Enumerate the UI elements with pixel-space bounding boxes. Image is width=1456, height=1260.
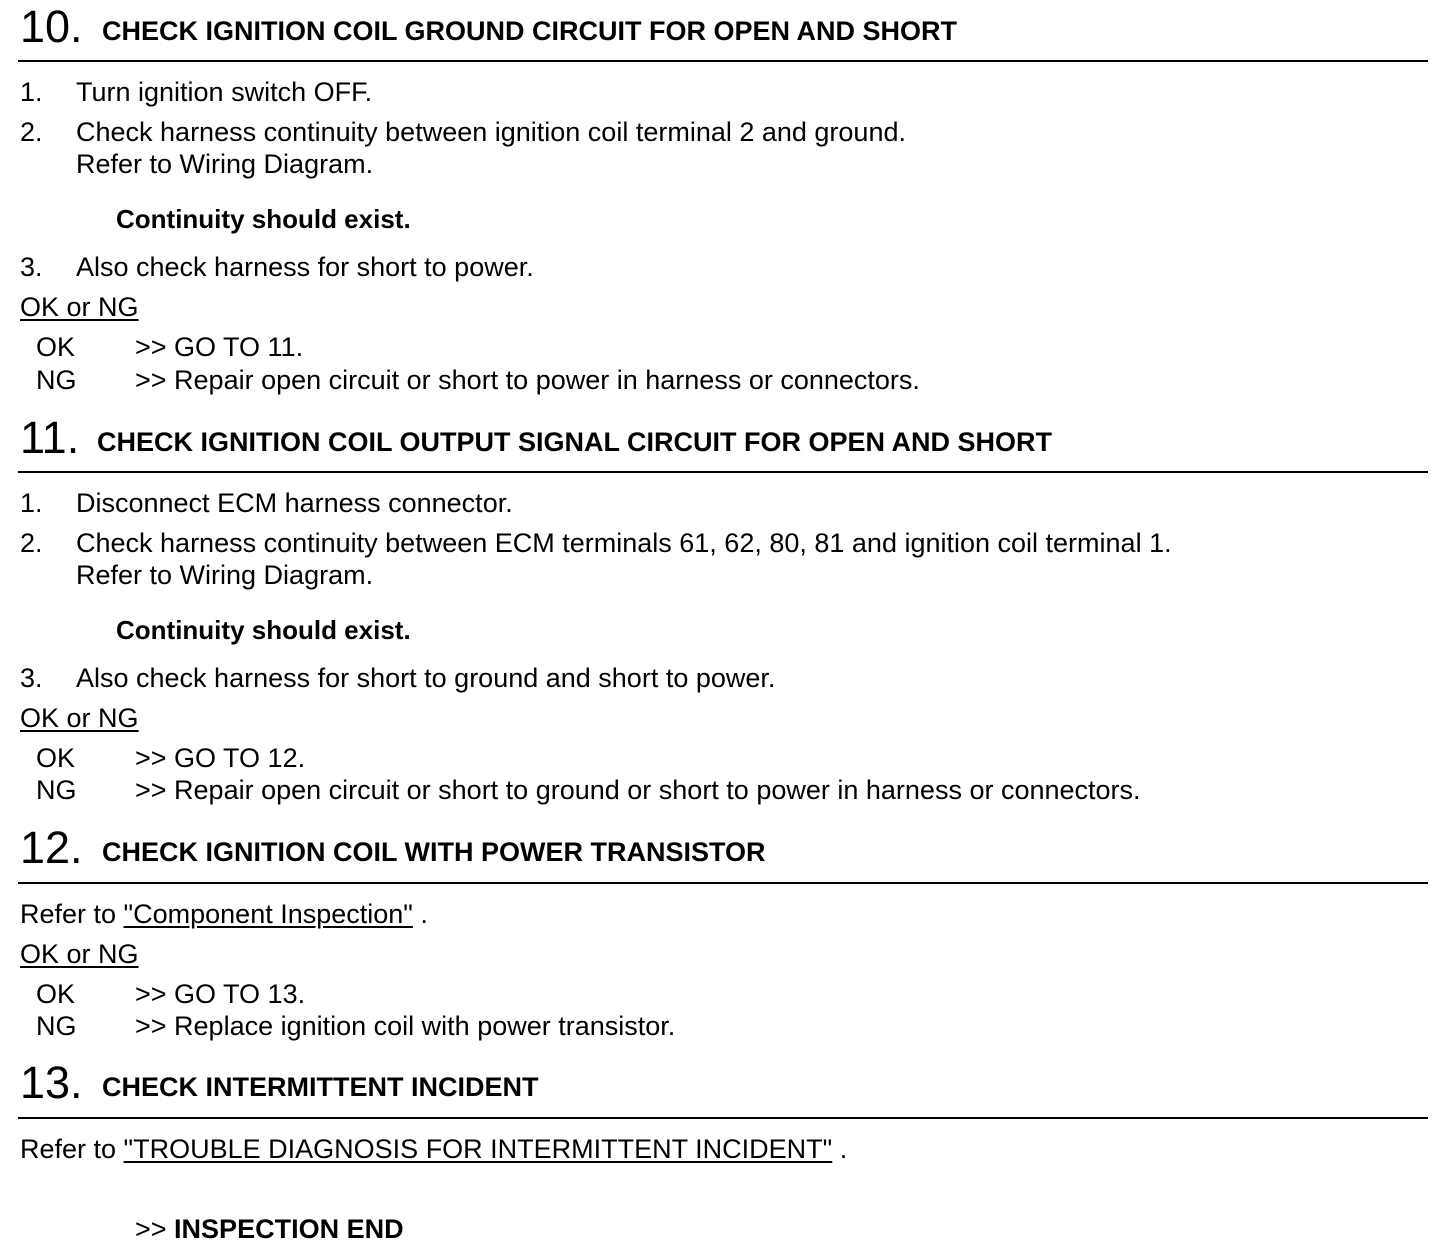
- refer-suffix: .: [412, 899, 428, 929]
- list-item: Also check harness for short to power.: [76, 252, 534, 282]
- ok-or-ng-label: OK or NG: [20, 703, 139, 733]
- ok-label: OK: [36, 979, 76, 1009]
- step-number: 10.: [20, 1, 83, 52]
- list-number: 3.: [20, 663, 43, 693]
- divider: [18, 882, 1428, 884]
- list-item-continuation: Refer to Wiring Diagram.: [76, 149, 374, 179]
- ng-result: >> Replace ignition coil with power transistor.: [135, 1011, 676, 1041]
- step-number: 13.: [20, 1057, 83, 1108]
- step-number: 11.: [20, 412, 80, 463]
- end-prefix: >>: [135, 1214, 175, 1244]
- component-inspection-link[interactable]: "Component Inspection": [123, 899, 413, 929]
- list-number: 3.: [20, 252, 43, 282]
- section-title: CHECK INTERMITTENT INCIDENT: [102, 1072, 539, 1102]
- list-item: Disconnect ECM harness connector.: [76, 488, 513, 518]
- ok-label: OK: [36, 332, 76, 362]
- ng-label: NG: [36, 775, 77, 805]
- list-item: Also check harness for short to ground and short to power.: [76, 663, 776, 693]
- ok-result: >> GO TO 11.: [135, 332, 304, 362]
- list-number: 2.: [20, 528, 43, 558]
- refer-suffix: .: [832, 1134, 848, 1164]
- section-title: CHECK IGNITION COIL WITH POWER TRANSISTOR: [102, 837, 766, 867]
- step-number: 12.: [20, 822, 83, 873]
- refer-line: [20, 898, 428, 930]
- ok-result: >> GO TO 13.: [135, 979, 306, 1009]
- divider: [18, 60, 1428, 62]
- end-text: INSPECTION END: [174, 1214, 404, 1244]
- ng-result: >> Repair open circuit or short to power in harness or connectors.: [135, 365, 920, 395]
- refer-line: [20, 1133, 847, 1165]
- divider: [18, 471, 1428, 473]
- section-title: CHECK IGNITION COIL OUTPUT SIGNAL CIRCUIT FOR OPEN AND SHORT: [97, 427, 1053, 457]
- ok-label: OK: [36, 743, 76, 773]
- refer-prefix: Refer to: [20, 899, 124, 929]
- ng-label: NG: [36, 1011, 77, 1041]
- ng-result: >> Repair open circuit or short to ground or short to power in harness or connectors.: [135, 775, 1141, 805]
- spec-text: Continuity should exist.: [116, 204, 411, 234]
- list-item-continuation: Refer to Wiring Diagram.: [76, 560, 374, 590]
- list-item: Turn ignition switch OFF.: [76, 77, 373, 107]
- divider: [18, 1117, 1428, 1119]
- refer-prefix: Refer to: [20, 1134, 124, 1164]
- inspection-end: [135, 1213, 404, 1245]
- list-item: Check harness continuity between ignition coil terminal 2 and ground.: [76, 117, 906, 147]
- ok-result: >> GO TO 12.: [135, 743, 306, 773]
- spec-text: Continuity should exist.: [116, 615, 411, 645]
- list-number: 1.: [20, 77, 43, 107]
- ok-or-ng-label: OK or NG: [20, 939, 139, 969]
- ok-or-ng-label: OK or NG: [20, 292, 139, 322]
- ng-label: NG: [36, 365, 77, 395]
- trouble-diagnosis-link[interactable]: "TROUBLE DIAGNOSIS FOR INTERMITTENT INCIDENT": [123, 1134, 833, 1164]
- list-number: 2.: [20, 117, 43, 147]
- section-title: CHECK IGNITION COIL GROUND CIRCUIT FOR OPEN AND SHORT: [102, 16, 958, 46]
- list-item: Check harness continuity between ECM terminals 61, 62, 80, 81 and ignition coil terminal 1.: [76, 528, 1172, 558]
- list-number: 1.: [20, 488, 43, 518]
